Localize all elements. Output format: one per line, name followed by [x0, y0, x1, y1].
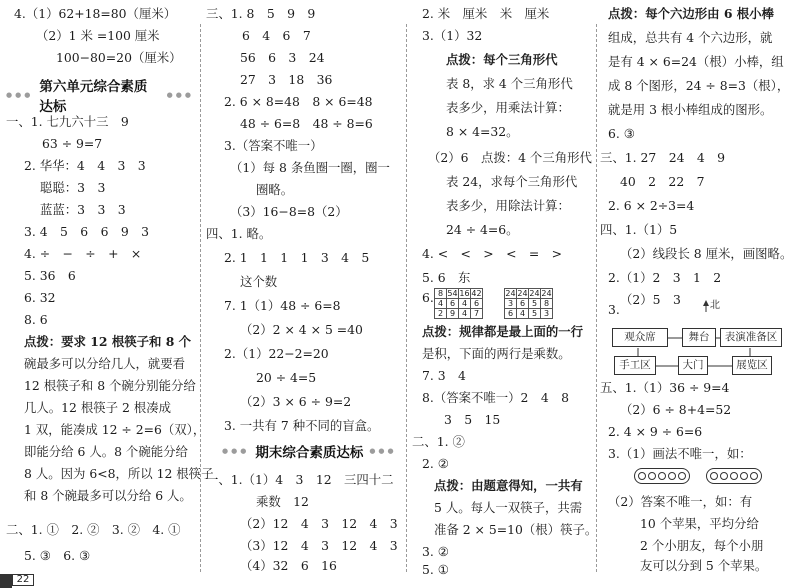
answer-line: 2 个小朋友，每个小朋: [640, 538, 764, 553]
number-grid: 8 54 16 42 4 6 4 6 2 9 4 7: [434, 288, 483, 319]
answer-line: （3）16−8=8（2）: [230, 204, 348, 219]
hint-line: 和 8 个碗最多可以分给 6 人。: [24, 488, 192, 503]
map-box-prep-area: 表演准备区: [720, 328, 782, 347]
answer-line: 四、1. 略。: [206, 226, 272, 241]
column-divider: [406, 24, 407, 572]
answer-line: （2）12 4 3 12 4 3: [240, 516, 398, 531]
answer-line: 2. 6 × 2÷3=4: [608, 198, 695, 213]
answer-line: 8.（答案不唯一）2 4 8: [422, 390, 569, 405]
answer-line: 2. 6 × 8=48 8 × 6=48: [224, 94, 373, 109]
answer-line: 2.（1）2 3 1 2: [608, 270, 722, 285]
north-label: 北: [710, 300, 720, 311]
answer-line: 5. 36 6: [24, 268, 76, 283]
answer-line: 5. ①: [422, 562, 449, 577]
map-box-exhibit-area: 展览区: [732, 356, 772, 375]
answer-line: 27 3 18 36: [240, 72, 333, 87]
answer-line: 4. < < > < = >: [422, 246, 563, 261]
answer-line: 一、1.（1）4 3 12 三四十二: [206, 472, 394, 487]
hint-line: 1 双，能凑成 12 ÷ 2=6（双），: [24, 422, 206, 437]
answer-line: 7. 1（1）48 ÷ 6=8: [224, 298, 341, 313]
hint-line: 8 人。因为 6<8，所以 12 根筷子: [24, 466, 214, 481]
answer-line: （2）6 ÷ 8+4=52: [620, 402, 732, 417]
apple-group: [634, 468, 690, 484]
answer-line: 40 2 22 7: [620, 174, 705, 189]
answer-line: 5. 6 东: [422, 270, 471, 285]
answer-line: 8. 6: [24, 312, 48, 327]
answer-line: 3.（答案不唯一）: [224, 138, 323, 153]
hint-line: 表多少，用除法计算：: [446, 198, 570, 213]
answer-line: 一、1. 七九六十三 9: [6, 114, 129, 129]
hint-line: 点拨：每个六边形由 6 根小棒: [608, 6, 774, 21]
map-box-stage: 舞台: [682, 328, 716, 347]
answer-line: 乘数 12: [256, 494, 309, 509]
answer-line: 友可以分到 5 个苹果。: [640, 558, 768, 573]
answer-line: 3.（1）32: [422, 28, 483, 43]
hint-line: 成 8 个图形，24 ÷ 8=3（根），: [608, 78, 790, 93]
answer-line: （2）答案不唯一，如：有: [608, 494, 753, 509]
answer-line: 63 ÷ 9=7: [42, 136, 103, 151]
hint-line: 几人。12 根筷子 2 根凑成: [24, 400, 171, 415]
hint-line: 点拨：要求 12 根筷子和 8 个: [24, 334, 192, 349]
answer-line: 8 × 4=32。: [446, 124, 519, 139]
hint-line: （2）6 点拨：4 个三角形代: [428, 150, 592, 165]
answer-line: （2）5 3: [620, 292, 681, 307]
dots-decoration-icon: ●●●: [222, 447, 250, 455]
hint-line: 就是用 3 根小棒组成的图形。: [608, 102, 773, 117]
answer-line: 6. ③: [608, 126, 635, 141]
answer-line: 五、1.（1）36 ÷ 9=4: [600, 380, 730, 395]
answer-line: （4）32 6 16: [240, 558, 337, 573]
hint-line: 点拨：规律都是最上面的一行: [422, 324, 584, 339]
answer-line: 6. 32: [24, 290, 56, 305]
section-title: 期末综合素质达标: [255, 445, 364, 461]
answer-line: 6.: [422, 290, 434, 305]
answer-line: 48 ÷ 6=8 48 ÷ 8=6: [240, 116, 373, 131]
answer-line: （2）2 × 4 × 5 =40: [240, 322, 363, 337]
hint-line: 准备 2 × 5=10（根）筷子。: [434, 522, 598, 537]
answer-line: （2）线段长 8 厘米，画图略。: [620, 246, 793, 261]
answer-line: 三、1. 27 24 4 9: [600, 150, 726, 165]
answer-line: 2. ②: [422, 456, 449, 471]
hint-line: 5 人。每人一双筷子，共需: [434, 500, 583, 515]
answer-line: 3. ②: [422, 544, 449, 559]
column-3: [412, 0, 598, 577]
hint-line: 碗最多可以分给几人，就要看: [24, 356, 186, 371]
answer-line: （2）3 × 6 ÷ 9=2: [240, 394, 352, 409]
answer-line: 3. 4 5 6 6 9 3: [24, 224, 150, 239]
page-tab: [0, 574, 12, 588]
answer-line: 100−80=20（厘米）: [56, 50, 182, 65]
answer-line: 3.（1）画法不唯一，如：: [608, 446, 752, 461]
column-2: [206, 0, 402, 574]
grouping-drawing: [634, 468, 762, 484]
answer-line: 20 ÷ 4=5: [256, 370, 317, 385]
page-number: [0, 574, 40, 588]
answer-line: 蓝蓝：3 3 3: [40, 202, 126, 217]
answer-line: 三、1. 8 5 9 9: [206, 6, 316, 21]
hint-line: 表多少，用乘法计算：: [446, 100, 570, 115]
answer-line: 二、1. ① 2. ② 3. ② 4. ①: [6, 522, 181, 537]
hint-line: 表 8，求 4 个三角形代: [446, 76, 573, 91]
section-title: 第六单元综合素质达标: [39, 79, 148, 115]
page-number-label: 22: [12, 574, 34, 586]
answer-line: 3 5 15: [444, 412, 501, 427]
answer-line: 7. 3 4: [422, 368, 466, 383]
hint-line: 组成，总共有 4 个六边形，就: [608, 30, 773, 45]
dots-decoration-icon: ●●●: [369, 447, 397, 455]
hint-line: 是积，下面的两行是乘数。: [422, 346, 571, 361]
apple-group: [706, 468, 762, 484]
hint-line: 是有 4 × 6=24（根）小棒，组: [608, 54, 784, 69]
answer-line: 四、1.（1）5: [600, 222, 678, 237]
column-4: [600, 0, 796, 574]
column-divider: [200, 24, 201, 572]
answer-line: 24 ÷ 4=6。: [446, 222, 519, 237]
answer-line: 这个数: [240, 274, 278, 289]
answer-line: 4. ÷ − ÷ + ×: [24, 246, 142, 261]
map-box-craft-area: 手工区: [614, 356, 656, 375]
answer-line: 6 4 6 7: [242, 28, 311, 43]
map-box-audience: 观众席: [612, 328, 668, 347]
dots-decoration-icon: ●●●: [166, 91, 194, 99]
hint-line: 即能分给 6 人。8 个碗能分给: [24, 444, 188, 459]
hint-line: 表 24，求每个三角形代: [446, 174, 578, 189]
answer-line: （1）每 8 条鱼圈一圈，圈一: [230, 160, 390, 175]
answer-line: 圈略。: [256, 182, 294, 197]
answer-line: 3. 一共有 7 种不同的盲盒。: [224, 418, 380, 433]
answer-line: 聪聪：3 3: [40, 180, 106, 195]
answer-line: 2. 华华：4 4 3 3: [24, 158, 146, 173]
answer-line: 2. 1 1 1 1 3 4 5: [224, 250, 370, 265]
map-box-gate: 大门: [678, 356, 708, 375]
hint-line: 12 根筷子和 8 个碗分别能分给: [24, 378, 196, 393]
answer-line: 2.（1）22−2=20: [224, 346, 329, 361]
section-header: [6, 79, 194, 115]
hint-line: 点拨：由题意得知，一共有: [434, 478, 583, 493]
answer-line: 4.（1）62+18=80（厘米）: [14, 6, 177, 21]
answer-line: 10 个苹果，平均分给: [640, 516, 759, 531]
answer-line: 3.: [608, 302, 620, 317]
dots-decoration-icon: ●●●: [6, 91, 34, 99]
answer-line: 2. 米 厘米 米 厘米: [422, 6, 550, 21]
answer-line: 二、1. ②: [412, 434, 465, 449]
answer-line: 5. ③ 6. ③: [24, 548, 91, 563]
hint-line: 点拨：每个三角形代: [446, 52, 558, 67]
location-map: [600, 300, 796, 380]
answer-line: 56 6 3 24: [240, 50, 325, 65]
number-grid: 24 24 24 24 3 6 5 8 6 4 5 3: [505, 289, 552, 318]
section-header: [222, 442, 397, 460]
answer-line: （2）1 米 =100 厘米: [36, 28, 160, 43]
answer-line: 2. 4 × 9 ÷ 6=6: [608, 424, 703, 439]
column-1: [6, 0, 214, 574]
column-divider: [596, 24, 597, 572]
answer-line: （3）12 4 3 12 4 3: [240, 538, 398, 553]
